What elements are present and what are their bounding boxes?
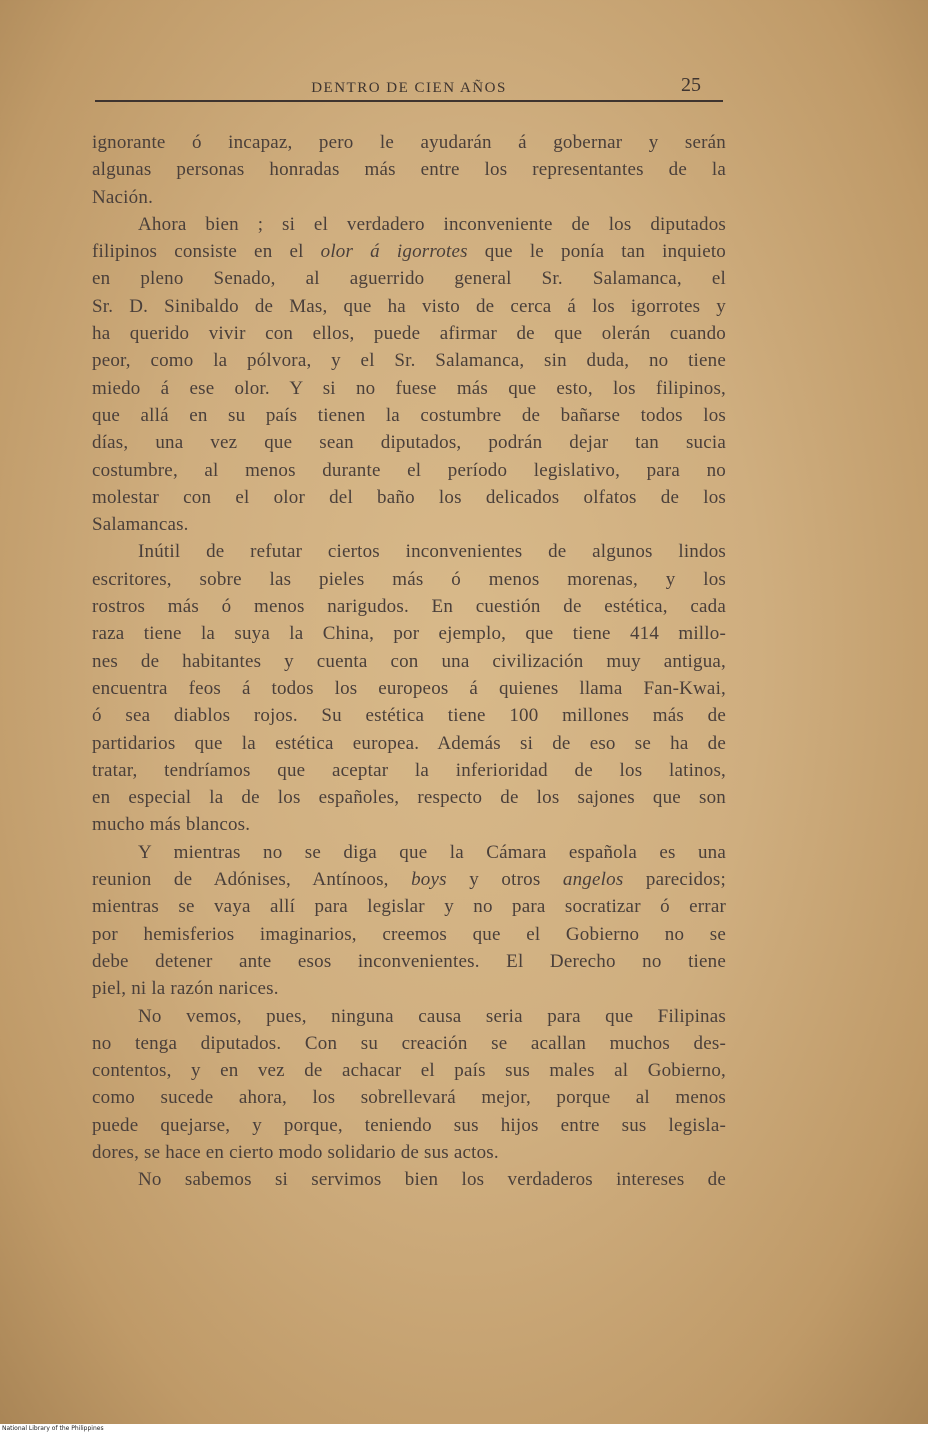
text-line: costumbre, al menos durante el período legislativo, para no [92,459,726,481]
text-line: puede quejarse, y porque, teniendo sus hijos entre sus legisla- [92,1114,726,1136]
text-line: ó sea diablos rojos. Su estética tiene 100 millones más de [92,705,726,727]
text-line: Y mientras no se diga que la Cámara española es una [138,841,726,863]
text-line: nes de habitantes y cuenta con una civilización muy antigua, [92,650,726,672]
text-line: tratar, tendríamos que aceptar la inferioridad de los latinos, [92,759,726,781]
text-line: como sucede ahora, los sobrellevará mejor, porque al menos [92,1087,726,1109]
library-credit: National Library of the Philippines [0,1424,928,1433]
text-line: Salamancas. [92,514,189,536]
page-number: 25 [681,74,701,96]
text-line: piel, ni la razón narices. [92,978,279,1000]
text-line: mientras se vaya allí para legislar y no para socratizar ó errar [92,896,726,918]
text-line: No sabemos si servimos bien los verdaderos intereses de [138,1169,726,1191]
text-line: dores, se hace en cierto modo solidario de sus actos. [92,1141,499,1163]
text-line: algunas personas honradas más entre los representantes de la [92,159,726,181]
text-line: rostros más ó menos narigudos. En cuestión de estética, cada [92,596,726,618]
text-line: en especial la de los españoles, respecto de los sajones que son [92,787,726,809]
running-head [95,74,723,104]
text-line: días, una vez que sean diputados, podrán dejar tan sucia [92,432,726,454]
text-line: no tenga diputados. Con su creación se acallan muchos des- [92,1032,726,1054]
text-line: molestar con el olor del baño los delicados olfatos de los [92,486,726,508]
text-line: encuentra feos á todos los europeos á quienes llama Fan-Kwai, [92,677,726,699]
text-line: ha querido vivir con ellos, puede afirmar de que olerán cuando [92,323,726,345]
text-line: raza tiene la suya la China, por ejemplo, que tiene 414 millo- [92,623,726,645]
text-line: mucho más blancos. [92,814,251,836]
text-line: debe detener ante esos inconvenientes. El Derecho no tiene [92,950,726,972]
text-line: filipinos consiste en el olor á igorrotes que le ponía tan inquieto [92,241,727,263]
text-line: que allá en su país tienen la costumbre de bañarse todos los [92,404,726,426]
running-title: DENTRO DE CIEN AÑOS [311,80,507,96]
text-line: partidarios que la estética europea. Además si de eso se ha de [92,732,726,754]
text-line: peor, como la pólvora, y el Sr. Salamanca, sin duda, no tiene [92,350,726,372]
text-line: Sr. D. Sinibaldo de Mas, que ha visto de cerca á los igorrotes y [92,295,726,317]
text-line: en pleno Senado, al aguerrido general Sr. Salamanca, el [92,268,726,290]
text-line: No vemos, pues, ninguna causa seria para que Filipinas [138,1005,726,1027]
body-text [92,129,726,1194]
text-line: Ahora bien ; si el verdadero inconveniente de los diputados [138,213,726,235]
text-line: escritores, sobre las pieles más ó menos morenas, y los [92,568,726,590]
text-line: miedo á ese olor. Y si no fuese más que esto, los filipinos, [92,377,726,399]
text-line: por hemisferios imaginarios, creemos que el Gobierno no se [92,923,726,945]
text-line: ignorante ó incapaz, pero le ayudarán á gobernar y serán [92,132,726,153]
text-line: reunion de Adónises, Antínoos, boys y otros angelos parecidos; [92,869,726,891]
text-line: Inútil de refutar ciertos inconvenientes de algunos lindos [138,541,726,563]
header-rule [95,100,723,102]
text-line: contentos, y en vez de achacar el país sus males al Gobierno, [92,1060,726,1082]
text-line: Nación. [92,186,154,208]
